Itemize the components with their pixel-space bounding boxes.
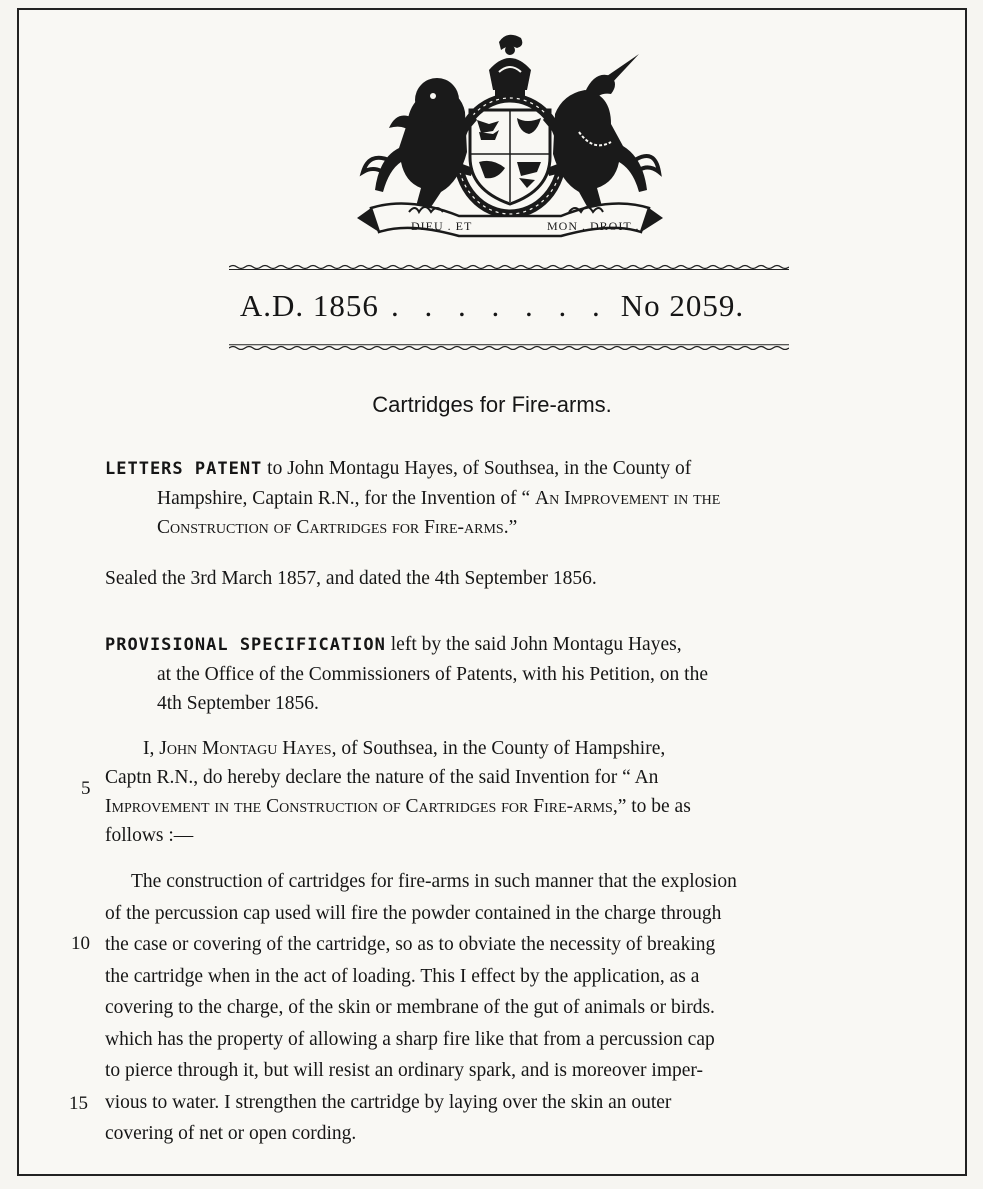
line-number-15: 15	[69, 1093, 88, 1114]
top-rule	[229, 264, 789, 270]
invention-title-part-1: An Improvement in the	[535, 488, 721, 509]
provisional-heading: PROVISIONAL SPECIFICATION	[105, 635, 386, 655]
provisional-line-1: left by the said John Montagu Hayes,	[385, 634, 682, 655]
motto-left: DIEU . ET	[411, 219, 473, 233]
invention-title-caps: Improvement in the Construction of Cartridges for Fire-arms,	[105, 796, 618, 817]
bottom-rule	[229, 344, 789, 350]
provisional-line-2: at the Office of the Commissioners of Patents, with his Petition, on the	[157, 664, 708, 685]
letters-patent-heading: LETTERS PATENT	[105, 459, 263, 479]
declaration-line-3-end: ” to be as	[617, 796, 691, 817]
dot-leader: . . . . . . .	[390, 288, 609, 323]
invention-title-part-2: Construction of Cartridges for Fire-arms.”	[157, 517, 518, 538]
body-line: The construction of cartridges for fire-arms in such manner that the explosion	[131, 871, 737, 892]
document-title: Cartridges for Fire-arms.	[372, 392, 612, 417]
body-line: the cartridge when in the act of loading. This I effect by the application, as a	[105, 965, 700, 987]
provisional-line-3: 4th September 1856.	[157, 693, 319, 714]
declaration-paragraph	[105, 734, 691, 850]
body-line: of the percussion cap used will fire the powder contained in the charge through	[105, 902, 722, 924]
royal-coat-of-arms-icon	[349, 32, 671, 242]
letters-patent-paragraph	[105, 454, 720, 542]
letters-patent-line-2: Hampshire, Captain R.N., for the Invention of “	[157, 488, 535, 509]
line-number-5: 5	[81, 778, 91, 799]
sealed-line: Sealed the 3rd March 1857, and dated the 4th September 1856.	[105, 568, 597, 589]
patent-number: No 2059.	[620, 288, 745, 323]
letters-patent-line-1: to John Montagu Hayes, of Southsea, in the County of	[262, 458, 692, 479]
line-number-10: 10	[71, 933, 90, 954]
motto-right: MON . DROIT .	[547, 219, 640, 233]
declaration-line-1-start: I,	[143, 738, 160, 759]
body-line: covering to the charge, of the skin or membrane of the gut of animals or birds.	[105, 997, 715, 1018]
body-line: covering of net or open cording.	[105, 1123, 357, 1144]
declaration-line-1-end: , of Southsea, in the County of Hampshire,	[331, 738, 666, 759]
body-line: to pierce through it, but will resist an ordinary spark, and is moreover imper-	[105, 1060, 703, 1081]
patent-number-line	[19, 288, 965, 324]
ad-year: A.D. 1856	[239, 288, 379, 323]
declaration-line-2: Captn R.N., do hereby declare the nature of the said Invention for “ An	[105, 767, 659, 788]
provisional-paragraph	[105, 630, 708, 718]
declaration-line-4: follows :—	[105, 825, 194, 846]
body-line: which has the property of allowing a sharp fire like that from a percussion cap	[105, 1028, 715, 1050]
body-line: the case or covering of the cartridge, so as to obviate the necessity of breaking	[105, 934, 716, 955]
inventor-name: John Montagu Hayes	[159, 738, 332, 759]
document-page	[17, 8, 967, 1176]
body-line: vious to water. I strengthen the cartridge by laying over the skin an outer	[105, 1091, 672, 1113]
specification-body	[105, 866, 737, 1150]
